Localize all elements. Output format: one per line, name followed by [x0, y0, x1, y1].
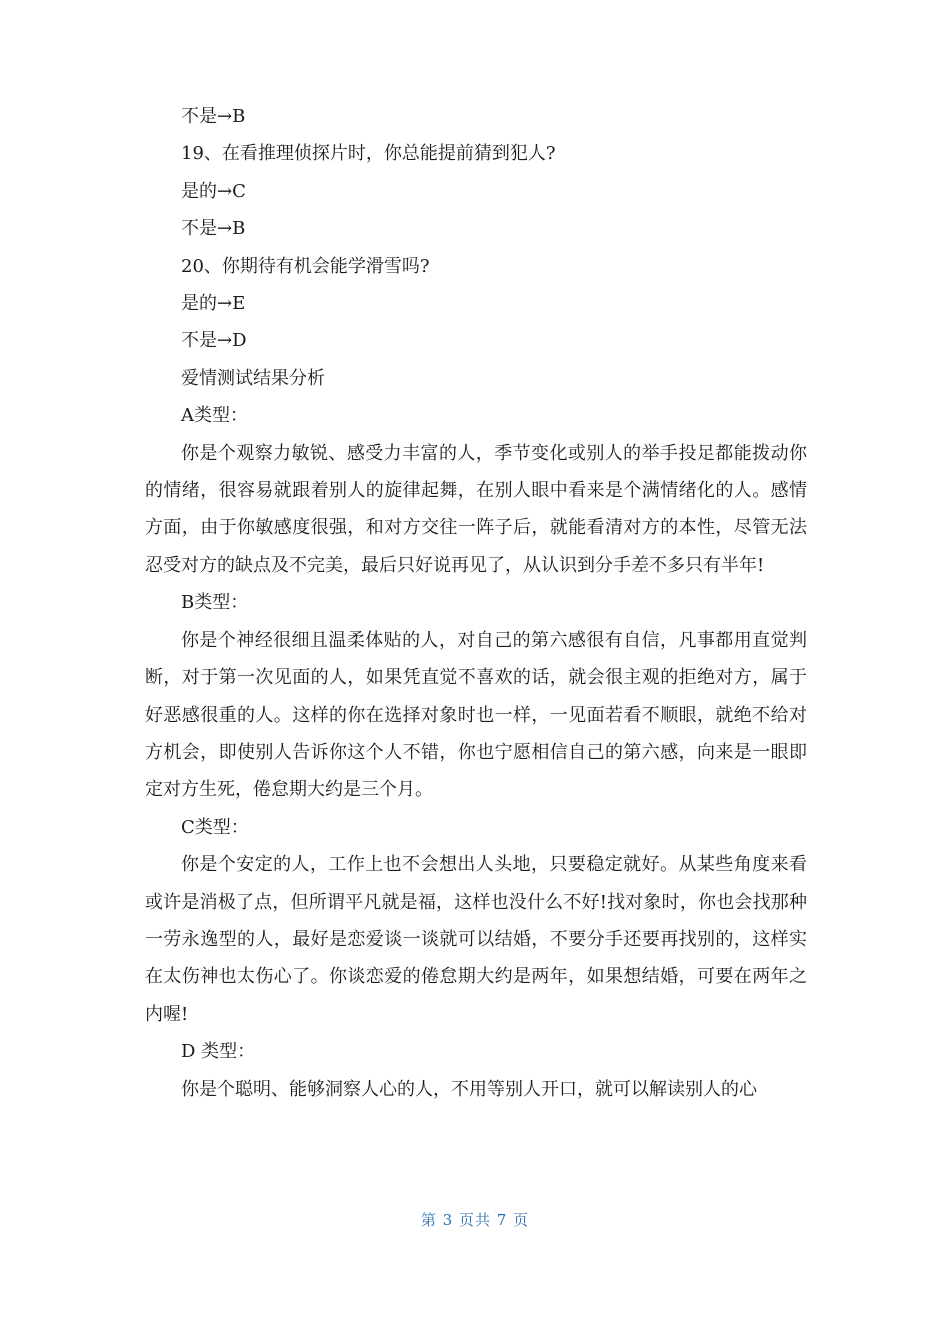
type-description-a: 你是个观察力敏锐、感受力丰富的人，季节变化或别人的举手投足都能拨动你的情绪，很容易就跟着别人的旋律起舞，在别人眼中看来是个满情绪化的人。感情方面，由于你敏感度很强，和对方交往一阵子后，就能看清对方的本性，尽管无法忍受对方的缺点及不完美，最后只好说再见了，从认识到分手差不多只有半年!: [145, 442, 807, 576]
type-label-c: C类型：: [181, 816, 249, 838]
question-line: 19、在看推理侦探片时，你总能提前猜到犯人?: [181, 143, 556, 165]
answer-line: 不是→B: [181, 106, 246, 127]
answer-line: 是的→C: [181, 180, 246, 202]
type-description-c: 你是个安定的人，工作上也不会想出人头地，只要稳定就好。从某些角度来看或许是消极了点，但所谓平凡就是福，这样也没什么不好!找对象时，你也会找那种一劳永逸型的人，最好是恋爱谈一谈就可以结婚，不要分手还要再找别的，这样实在太伤神也太伤心了。你谈恋爱的倦怠期大约是两年，如果想结婚，可要在两年之内喔!: [145, 854, 807, 1025]
section-heading: 爱情测试结果分析: [181, 367, 325, 389]
answer-line: 是的→E: [181, 293, 246, 315]
type-label-a: A类型：: [181, 405, 248, 427]
type-description-b: 你是个神经很细且温柔体贴的人，对自己的第六感很有自信，凡事都用直觉判断，对于第一次见面的人，如果凭直觉不喜欢的话，就会很主观的拒绝对方，属于好恶感很重的人。这样的你在选择对象时也一样，一见面若看不顺眼，就绝不给对方机会，即使别人告诉你这个人不错，你也宁愿相信自己的第六感，向来是一眼即定对方生死，倦怠期大约是三个月。: [145, 629, 807, 801]
type-description-d: 你是个聪明、能够洞察人心的人，不用等别人开口，就可以解读别人的心: [181, 1078, 757, 1100]
type-label-d: D 类型：: [181, 1041, 256, 1063]
answer-line: 不是→D: [181, 330, 247, 352]
type-label-b: B类型：: [181, 592, 249, 614]
page-number-footer: 第 3 页共 7 页: [420, 1211, 530, 1229]
question-line: 20、你期待有机会能学滑雪吗?: [181, 255, 430, 277]
answer-line: 不是→B: [181, 218, 246, 240]
page-content: [145, 98, 807, 1108]
